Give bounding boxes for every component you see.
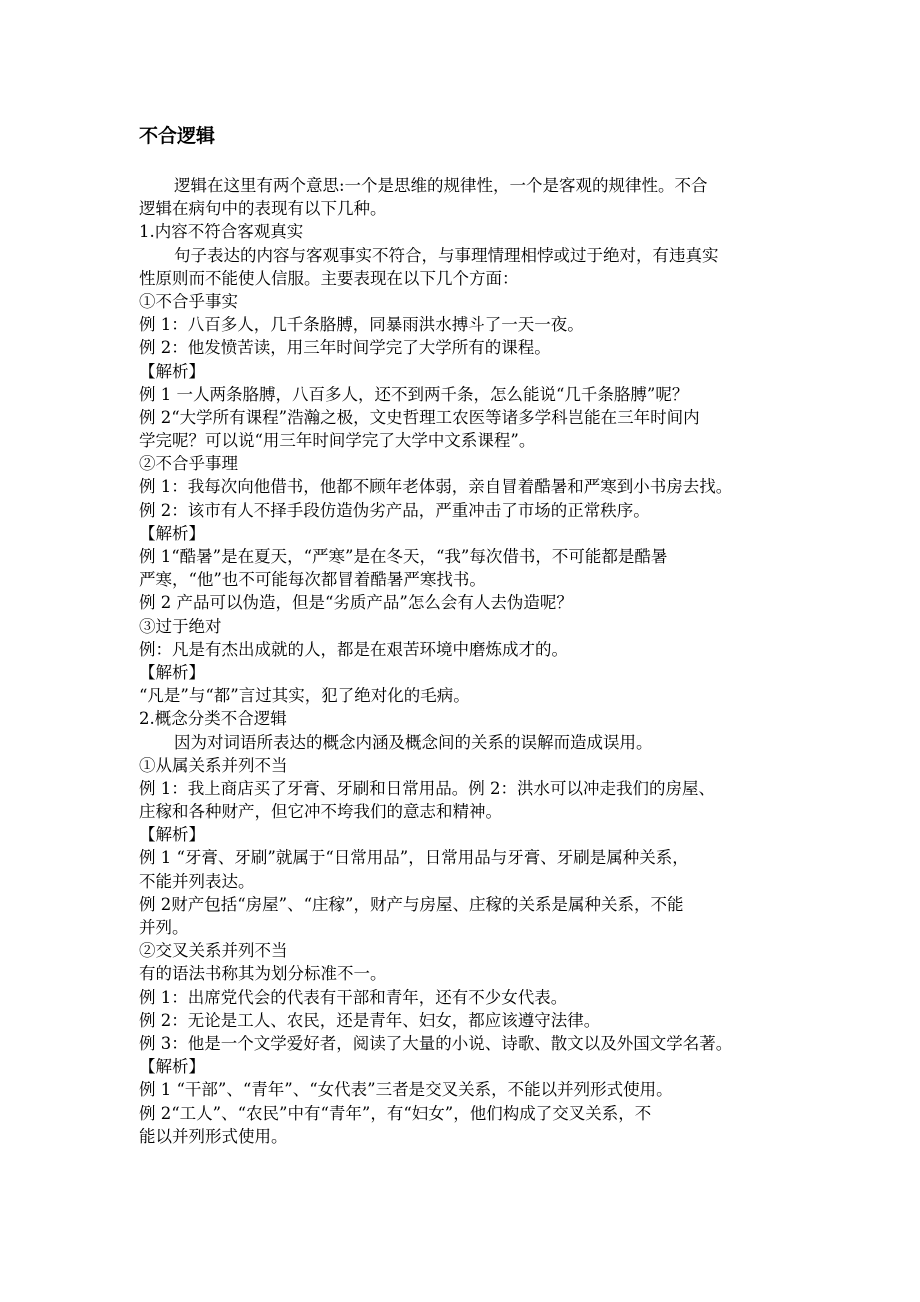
text-line: 句子表达的内容与客观事实不符合，与事理情理相悖或过于绝对，有违真实 <box>174 245 719 265</box>
text-line: 例 1 “干部”、“青年”、“女代表”三者是交叉关系，不能以并列形式使用。 <box>139 1080 673 1100</box>
page-title: 不合逻辑 <box>139 125 216 147</box>
text-line: ③过于绝对 <box>139 616 222 636</box>
text-line: 例：凡是有杰出成就的人，都是在艰苦环境中磨炼成才的。 <box>139 639 568 659</box>
text-line: ②不合乎事理 <box>139 454 238 474</box>
text-line: 例 2：无论是工人、农民，还是青年、妇女，都应该遵守法律。 <box>139 1010 601 1030</box>
text-line: 并列。 <box>139 918 189 937</box>
text-line: 严寒，“他”也不可能每次都冒着酷暑严寒找书。 <box>139 570 486 590</box>
text-line: 例 1“酷暑”是在夏天，“严寒”是在冬天，“我”每次借书，不可能都是酷暑 <box>139 547 668 566</box>
text-line: 能以并列形式使用。 <box>139 1126 288 1146</box>
text-line: ②交叉关系并列不当 <box>139 941 288 961</box>
text-line: “凡是”与“都”言过其实，犯了绝对化的毛病。 <box>139 686 470 706</box>
text-line: 例 2：他发愤苦读，用三年时间学完了大学所有的课程。 <box>139 338 551 358</box>
text-line: 不能并列表达。 <box>139 871 255 891</box>
text-line: 例 3：他是一个文学爱好者，阅读了大量的小说、诗歌、散文以及外国文学名著。 <box>139 1033 733 1053</box>
text-line: 例 2“工人”、“农民”中有“青年”，有“妇女”，他们构成了交叉关系，不 <box>139 1103 652 1123</box>
text-line: 例 1：八百多人，几千条胳膊，同暴雨洪水搏斗了一天一夜。 <box>139 315 584 335</box>
text-line: 逻辑在病句中的表现有以下几种。 <box>139 199 387 219</box>
document-body <box>139 174 789 1148</box>
text-line: 例 2 产品可以伪造，但是“劣质产品”怎么会有人去伪造呢？ <box>139 593 573 613</box>
text-line: 例 2：该市有人不择手段仿造伪劣产品，严重冲击了市场的正常秩序。 <box>139 500 650 520</box>
text-line: 【解析】 <box>139 1057 205 1077</box>
text-line: 例 1：出席党代会的代表有干部和青年，还有不少女代表。 <box>139 987 568 1007</box>
text-line: 有的语法书称其为划分标准不一。 <box>139 964 387 984</box>
text-line: 因为对词语所表达的概念内涵及概念间的关系的误解而造成误用。 <box>174 732 653 752</box>
text-line: 【解析】 <box>139 825 205 845</box>
text-line: 【解析】 <box>139 662 205 682</box>
text-line: 逻辑在这里有两个意思:一个是思维的规律性，一个是客观的规律性。不合 <box>174 176 708 195</box>
text-line: 1.内容不符合客观真实 <box>139 222 304 242</box>
text-line: ①不合乎事实 <box>139 291 238 311</box>
text-line: 例 2“大学所有课程”浩瀚之极，文史哲理工农医等诸多学科岂能在三年时间内 <box>139 407 700 427</box>
text-line: 例 1 一人两条胳膊，八百多人，还不到两千条，怎么能说“几千条胳膊”呢？ <box>139 384 689 404</box>
text-line: 性原则而不能使人信服。主要表现在以下几个方面： <box>139 268 519 288</box>
text-line: 【解析】 <box>139 361 205 381</box>
text-line: 2.概念分类不合逻辑 <box>139 709 287 729</box>
text-line: 学完呢？可以说“用三年时间学完了大学中文系课程”。 <box>139 431 536 451</box>
text-line: 例 1：我每次向他借书，他都不顾年老体弱，亲自冒着酷暑和严寒到小书房去找。 <box>139 477 733 497</box>
text-line: 庄稼和各种财产，但它冲不垮我们的意志和精神。 <box>139 802 502 822</box>
text-line: ①从属关系并列不当 <box>139 755 288 775</box>
text-line: 【解析】 <box>139 523 205 543</box>
text-line: 例 1 “牙膏、牙刷”就属于“日常用品”，日常用品与牙膏、牙刷是属种关系， <box>139 848 689 868</box>
text-line: 例 1：我上商店买了牙膏、牙刷和日常用品。例 2：洪水可以冲走我们的房屋、 <box>139 778 715 798</box>
text-line: 例 2财产包括“房屋”、“庄稼”，财产与房屋、庄稼的关系是属种关系，不能 <box>139 894 684 914</box>
